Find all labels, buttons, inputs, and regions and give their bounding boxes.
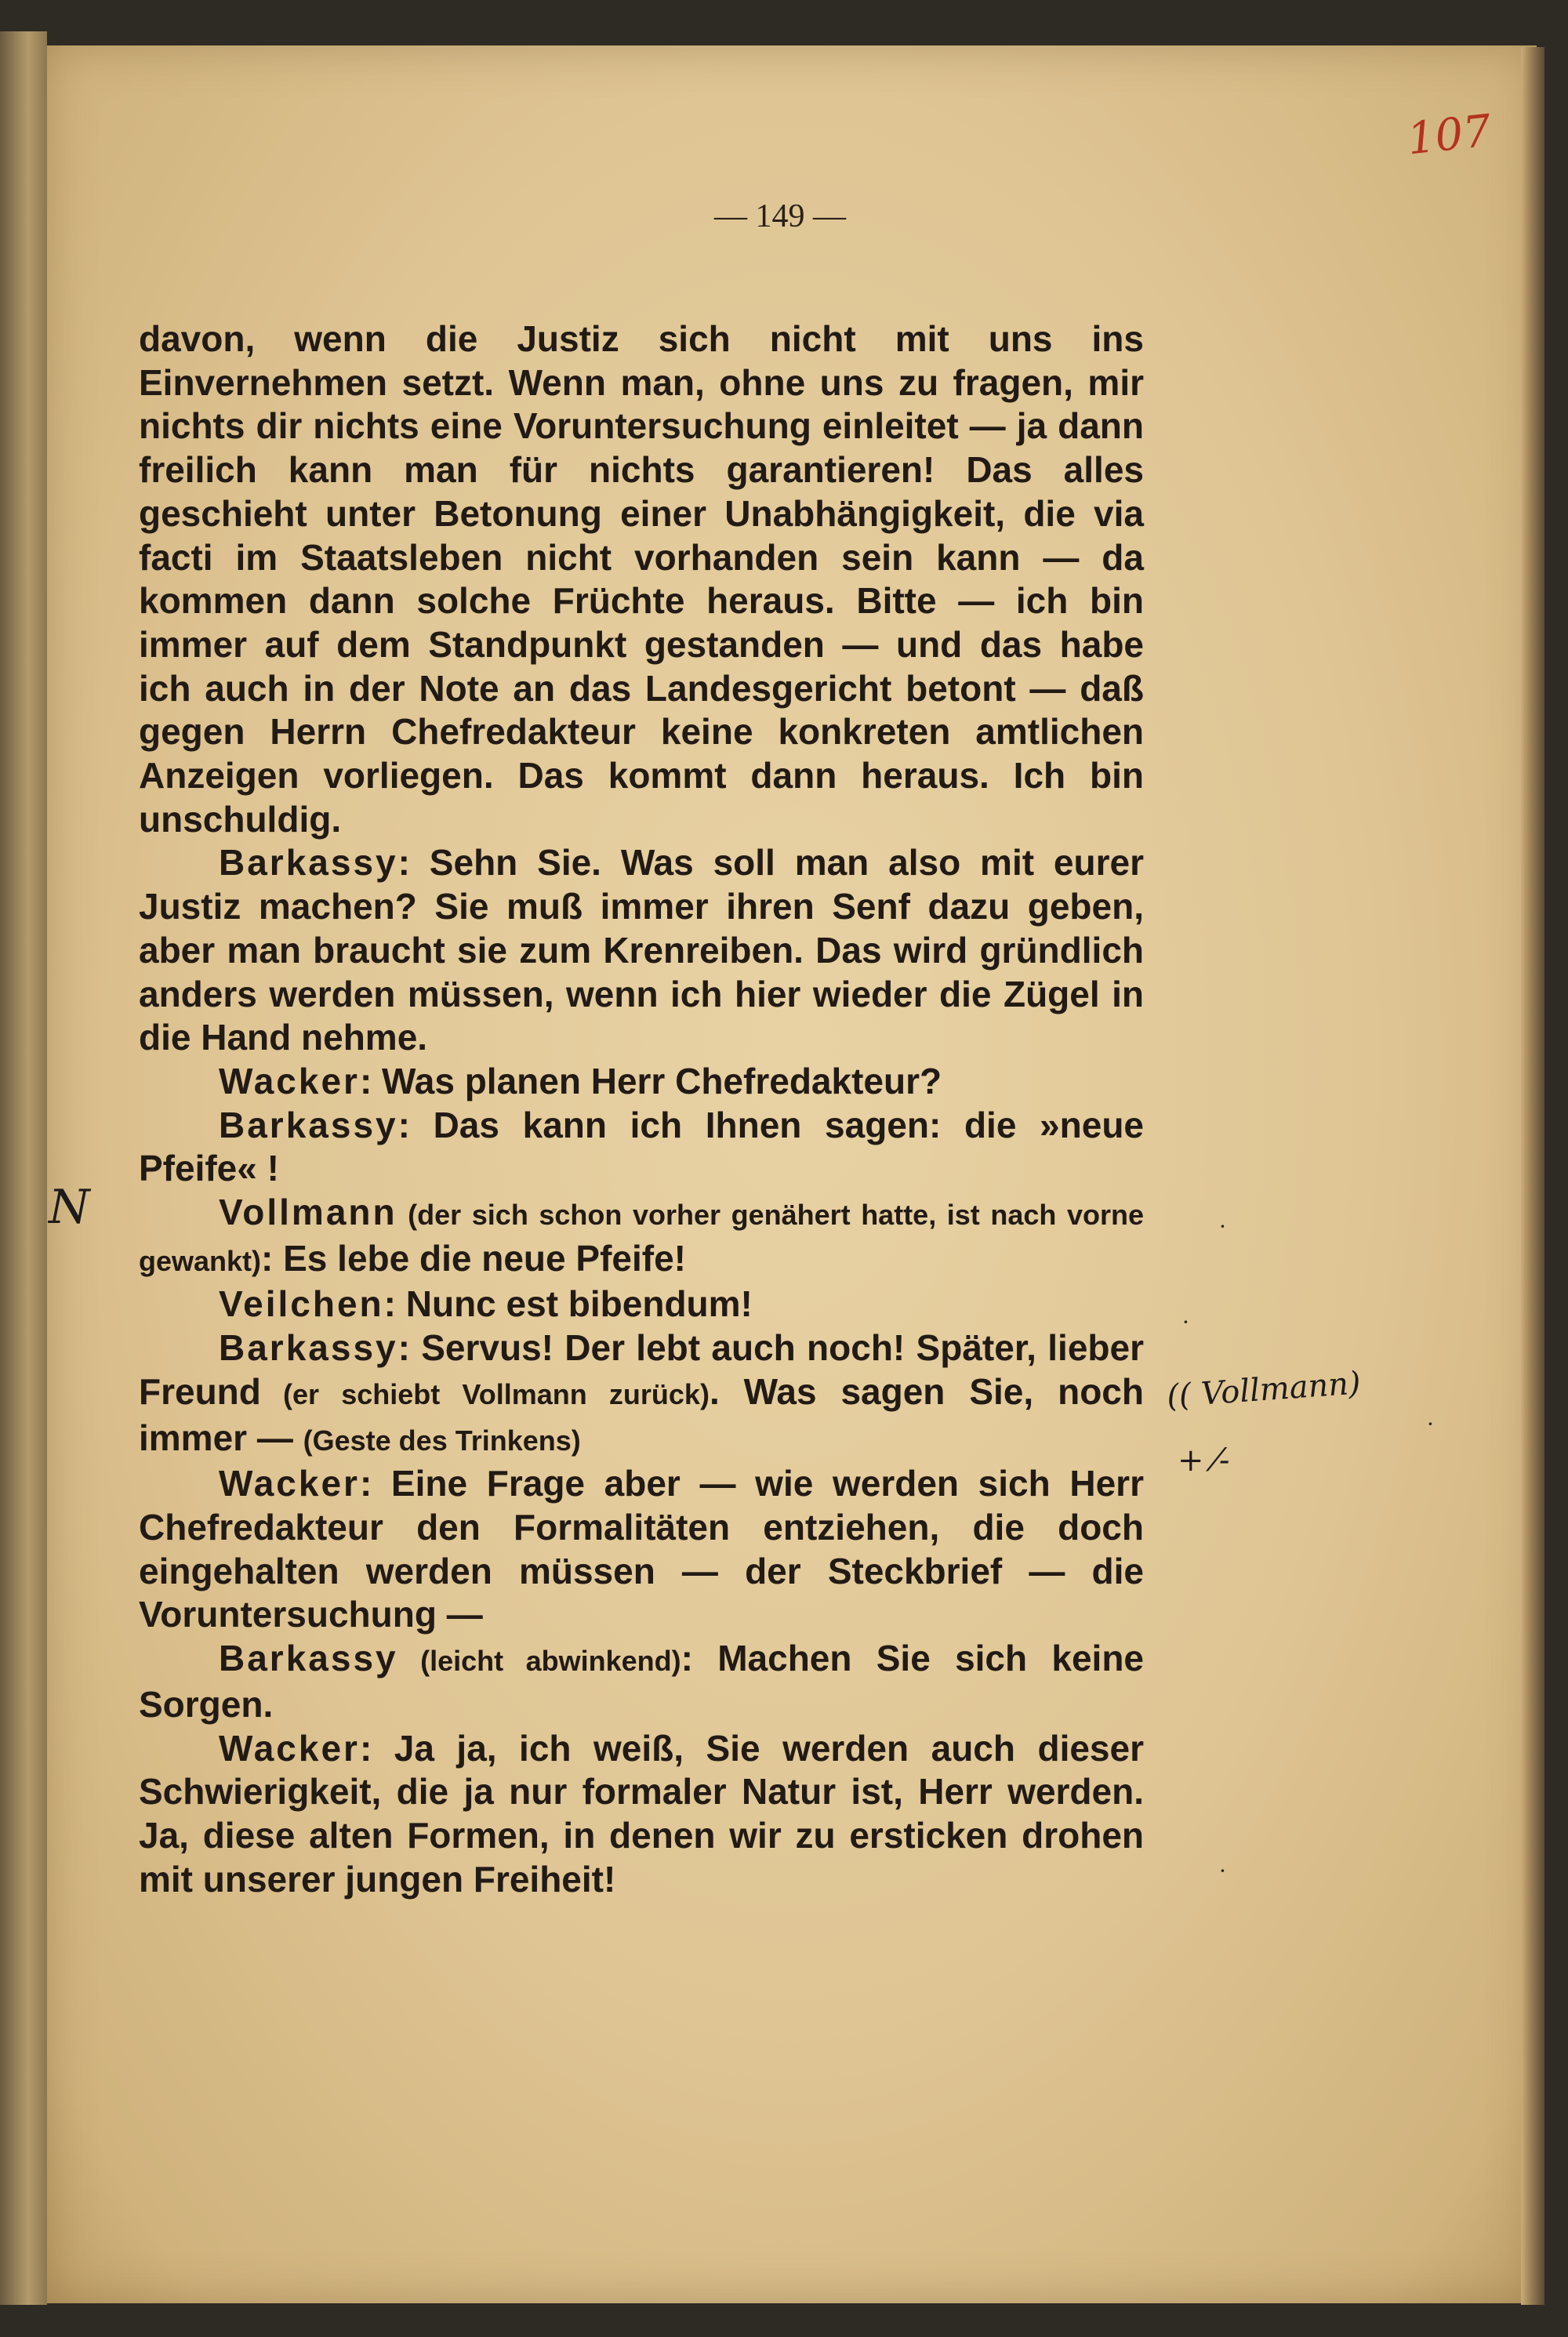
page-body bbox=[139, 318, 1144, 1901]
stage-direction: (leicht abwinkend) bbox=[397, 1645, 681, 1678]
speech-vollmann bbox=[139, 1191, 1144, 1283]
ink-dot: · bbox=[1219, 1214, 1226, 1239]
speech-text: : Servus! Der lebt auch noch! Später, lieber Freund bbox=[139, 1327, 1144, 1412]
speech-veilchen bbox=[139, 1283, 1144, 1326]
left-page-edge bbox=[0, 31, 47, 2305]
speech-barkassy-2 bbox=[139, 1104, 1144, 1191]
speech-text: : Es lebe die neue Pfeife! bbox=[261, 1237, 686, 1279]
archive-page-number: 107 bbox=[1404, 105, 1494, 165]
stage-direction: (der sich schon vorher genähert hatte, ist nach vorne gewankt) bbox=[139, 1199, 1144, 1277]
speaker-name: Barkassy bbox=[219, 1104, 398, 1145]
page-number: — 149 — bbox=[714, 198, 846, 234]
margin-annotation-vollmann: (( Vollmann) bbox=[1165, 1365, 1363, 1415]
speaker-name: Wacker bbox=[219, 1060, 360, 1101]
speaker-name: Vollmann bbox=[219, 1192, 397, 1233]
speech-text: : Ja ja, ich weiß, Sie werden auch dieser Schwierigkeit, die ja nur formaler Natur ist, Herr werden. Ja, diese alten Formen, in denen wir zu ersticken drohen mit unserer jungen Freiheit! bbox=[139, 1727, 1144, 1900]
ink-dot: · bbox=[1182, 1309, 1189, 1335]
speech-text: : Nunc est bibendum! bbox=[383, 1283, 753, 1325]
speech-barkassy-1 bbox=[139, 841, 1144, 1060]
stage-direction: (Geste des Trinkens) bbox=[303, 1424, 581, 1457]
speaker-name: Wacker bbox=[219, 1727, 360, 1769]
speech-text: : Eine Frage aber — wie werden sich Herr Chefredakteur den Formalitäten entziehen, die doch eingehalten werden müssen — der Steckbrief — die Voruntersuchung — bbox=[139, 1463, 1144, 1635]
ink-dot: · bbox=[1427, 1411, 1434, 1437]
stage-direction: (er schiebt Vollmann zurück) bbox=[260, 1377, 710, 1410]
speech-wacker-1 bbox=[139, 1060, 1144, 1104]
speech-barkassy-4 bbox=[139, 1637, 1144, 1726]
speaker-name: Wacker bbox=[219, 1463, 360, 1504]
speech-wacker-2 bbox=[139, 1462, 1144, 1637]
speech-wacker-3 bbox=[139, 1727, 1144, 1902]
margin-annotation-left: N bbox=[49, 1180, 90, 1235]
speaker-name: Barkassy bbox=[219, 1638, 398, 1679]
right-page-edge bbox=[1521, 47, 1544, 2305]
speaker-name: Barkassy bbox=[219, 842, 398, 884]
margin-annotation-mark: + ⁄‑ bbox=[1178, 1442, 1230, 1479]
speech-text: : Das kann ich Ihnen sagen: die »neue Pfeife« ! bbox=[139, 1104, 1144, 1189]
speaker-name: Barkassy bbox=[219, 1327, 398, 1369]
speech-text: : Sehn Sie. Was soll man also mit eurer Justiz machen? Sie muß immer ihren Senf dazu geben, aber man braucht sie zum Krenreiben. Das wird gründlich anders werden müssen, wenn ich hier wieder die Zügel in die Hand nehme. bbox=[139, 842, 1144, 1058]
ink-dot: · bbox=[1219, 1858, 1226, 1884]
speech-text: : Machen Sie sich keine Sorgen. bbox=[139, 1638, 1144, 1725]
paragraph: davon, wenn die Justiz sich nicht mit uns ins Einvernehmen setzt. Wenn man, ohne uns zu fragen, mir nichts dir nichts eine Voruntersuchung einleitet — ja dann freilich kann man für nichts garantieren! Das alles geschieht unter Betonung einer Unabhängigkeit, die via facti im Staatsleben nicht vorhanden sein kann — da kommen dann solche Früchte heraus. Bitte — ich bin immer auf dem Standpunkt gestanden — und das habe ich auch in der Note an das Landesgericht betont — daß gegen Herrn Chefredakteur keine konkreten amtlichen Anzeigen vorliegen. Das kommt dann heraus. Ich bin unschuldig. bbox=[139, 318, 1144, 840]
speaker-name: Veilchen bbox=[219, 1283, 384, 1325]
speech-barkassy-3 bbox=[139, 1326, 1144, 1462]
speech-text: : Was planen Herr Chefredakteur? bbox=[359, 1060, 942, 1101]
speech-text: . Was sagen Sie, noch immer — bbox=[139, 1370, 1144, 1458]
